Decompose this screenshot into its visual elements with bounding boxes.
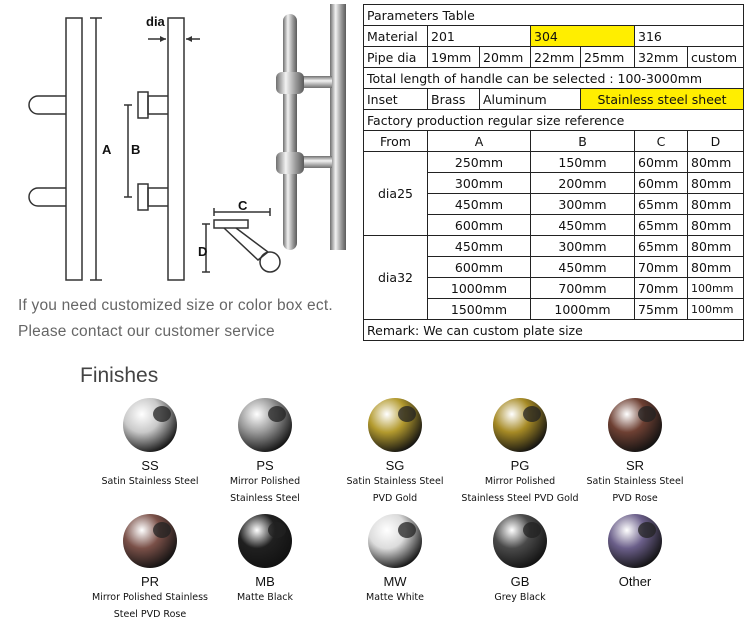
pipe-size: custom <box>688 47 744 68</box>
finish-swatch <box>455 396 585 507</box>
cell-a: 450mm <box>428 236 531 257</box>
finish-code: Other <box>618 574 652 589</box>
table-title: Parameters Table <box>364 5 744 26</box>
size-header-row <box>364 131 744 152</box>
finish-swatch <box>570 512 700 589</box>
inset-stainless: Stainless steel sheet <box>581 89 744 110</box>
inset-brass: Brass <box>428 89 480 110</box>
cell-b: 450mm <box>531 215 635 236</box>
cell-d: 80mm <box>688 152 744 173</box>
pipe-label: Pipe dia <box>364 47 428 68</box>
cell-a: 1000mm <box>428 278 531 299</box>
finish-description: Satin Stainless Steel <box>101 476 199 487</box>
pipe-size: 20mm <box>480 47 531 68</box>
finish-swatch <box>455 512 585 606</box>
finish-description: Matte Black <box>236 592 294 603</box>
table-row <box>364 236 744 257</box>
finish-code: PR <box>140 574 160 589</box>
material-304: 304 <box>531 26 635 47</box>
finish-code: PG <box>510 458 530 473</box>
cell-d: 100mm <box>688 278 744 299</box>
finishes-title: Finishes <box>80 364 159 387</box>
cell-c: 65mm <box>635 194 688 215</box>
dim-label-a: A <box>102 142 112 157</box>
pipe-size: 22mm <box>531 47 581 68</box>
finish-ball-icon <box>364 512 426 570</box>
handle-photo <box>276 4 346 250</box>
cell-d: 100mm <box>688 299 744 320</box>
front-standoff-top <box>29 96 66 114</box>
cell-b: 450mm <box>531 257 635 278</box>
inset-aluminum: Aluminum <box>480 89 581 110</box>
cell-b: 700mm <box>531 278 635 299</box>
front-standoff-bottom <box>29 188 66 206</box>
cell-c: 70mm <box>635 257 688 278</box>
cell-d: 80mm <box>688 236 744 257</box>
cell-c: 70mm <box>635 278 688 299</box>
pipe-size: 25mm <box>581 47 635 68</box>
cell-c: 60mm <box>635 173 688 194</box>
pipe-size: 32mm <box>635 47 688 68</box>
material-label: Material <box>364 26 428 47</box>
header-d: D <box>688 131 744 152</box>
finish-swatch <box>85 512 215 623</box>
finish-description: Grey Black <box>494 592 546 603</box>
cell-d: 80mm <box>688 194 744 215</box>
finish-description: Satin Stainless Steel PVD Gold <box>346 476 444 504</box>
technical-drawing <box>0 0 360 290</box>
finish-code: PS <box>256 458 274 473</box>
dim-label-dia: dia <box>146 14 165 29</box>
dim-label-c: C <box>238 198 248 213</box>
finish-ball-icon <box>119 512 181 570</box>
cell-a: 450mm <box>428 194 531 215</box>
inset-label: Inset <box>364 89 428 110</box>
finish-swatch <box>570 396 700 507</box>
cell-a: 600mm <box>428 215 531 236</box>
remark: Remark: We can custom plate size <box>364 320 744 341</box>
finish-description: Mirror Polished Stainless Steel PVD Rose <box>92 592 208 620</box>
dim-label-b: B <box>131 142 141 157</box>
header-c: C <box>635 131 688 152</box>
finish-description: Satin Stainless Steel PVD Rose <box>586 476 684 504</box>
material-row <box>364 26 744 47</box>
finish-ball-icon <box>364 396 426 454</box>
finish-ball-icon <box>119 396 181 454</box>
finish-ball-icon <box>234 396 296 454</box>
side-bar <box>168 18 184 280</box>
cell-c: 65mm <box>635 236 688 257</box>
finish-description: Mirror Polished Stainless Steel PVD Gold <box>461 476 579 504</box>
cell-a: 1500mm <box>428 299 531 320</box>
finish-swatch <box>85 396 215 490</box>
cell-c: 60mm <box>635 152 688 173</box>
parameters-table <box>363 4 744 341</box>
finish-code: SS <box>141 458 159 473</box>
material-201: 201 <box>428 26 531 47</box>
pipe-size: 19mm <box>428 47 480 68</box>
cell-c: 75mm <box>635 299 688 320</box>
table-row <box>364 152 744 173</box>
inset-row <box>364 89 744 110</box>
finish-code: MW <box>383 574 407 589</box>
cell-a: 600mm <box>428 257 531 278</box>
cell-d: 80mm <box>688 257 744 278</box>
handle-diagram <box>0 0 360 290</box>
cell-c: 65mm <box>635 215 688 236</box>
cell-b: 300mm <box>531 236 635 257</box>
group-dia32: dia32 <box>364 236 428 320</box>
factory-note: Factory production regular size reference <box>364 110 744 131</box>
cell-b: 300mm <box>531 194 635 215</box>
finish-code: GB <box>510 574 530 589</box>
finish-code: MB <box>255 574 275 589</box>
front-bar <box>66 18 82 280</box>
cell-b: 200mm <box>531 173 635 194</box>
group-dia25: dia25 <box>364 152 428 236</box>
cell-b: 150mm <box>531 152 635 173</box>
custom-note-line1: If you need customized size or color box ect. <box>18 297 333 314</box>
finish-swatch <box>330 396 460 507</box>
finish-description: Matte White <box>366 592 424 603</box>
finish-description: Mirror Polished Stainless Steel <box>229 476 301 504</box>
header-from: From <box>364 131 428 152</box>
header-b: B <box>531 131 635 152</box>
header-a: A <box>428 131 531 152</box>
custom-note-line2: Please contact our customer service <box>18 323 275 340</box>
cell-a: 300mm <box>428 173 531 194</box>
cell-d: 80mm <box>688 215 744 236</box>
material-316: 316 <box>635 26 744 47</box>
finish-ball-icon <box>604 512 666 570</box>
finish-swatch <box>200 396 330 507</box>
finish-ball-icon <box>234 512 296 570</box>
cell-d: 80mm <box>688 173 744 194</box>
dim-label-d: D <box>198 244 208 259</box>
finish-ball-icon <box>489 512 551 570</box>
pipe-row <box>364 47 744 68</box>
cell-a: 250mm <box>428 152 531 173</box>
length-note: Total length of handle can be selected : 100-3000mm <box>364 68 744 89</box>
finish-code: SG <box>385 458 405 473</box>
cell-b: 1000mm <box>531 299 635 320</box>
finish-swatch <box>200 512 330 606</box>
finish-ball-icon <box>604 396 666 454</box>
finish-ball-icon <box>489 396 551 454</box>
finish-swatch <box>330 512 460 606</box>
finish-code: SR <box>625 458 645 473</box>
